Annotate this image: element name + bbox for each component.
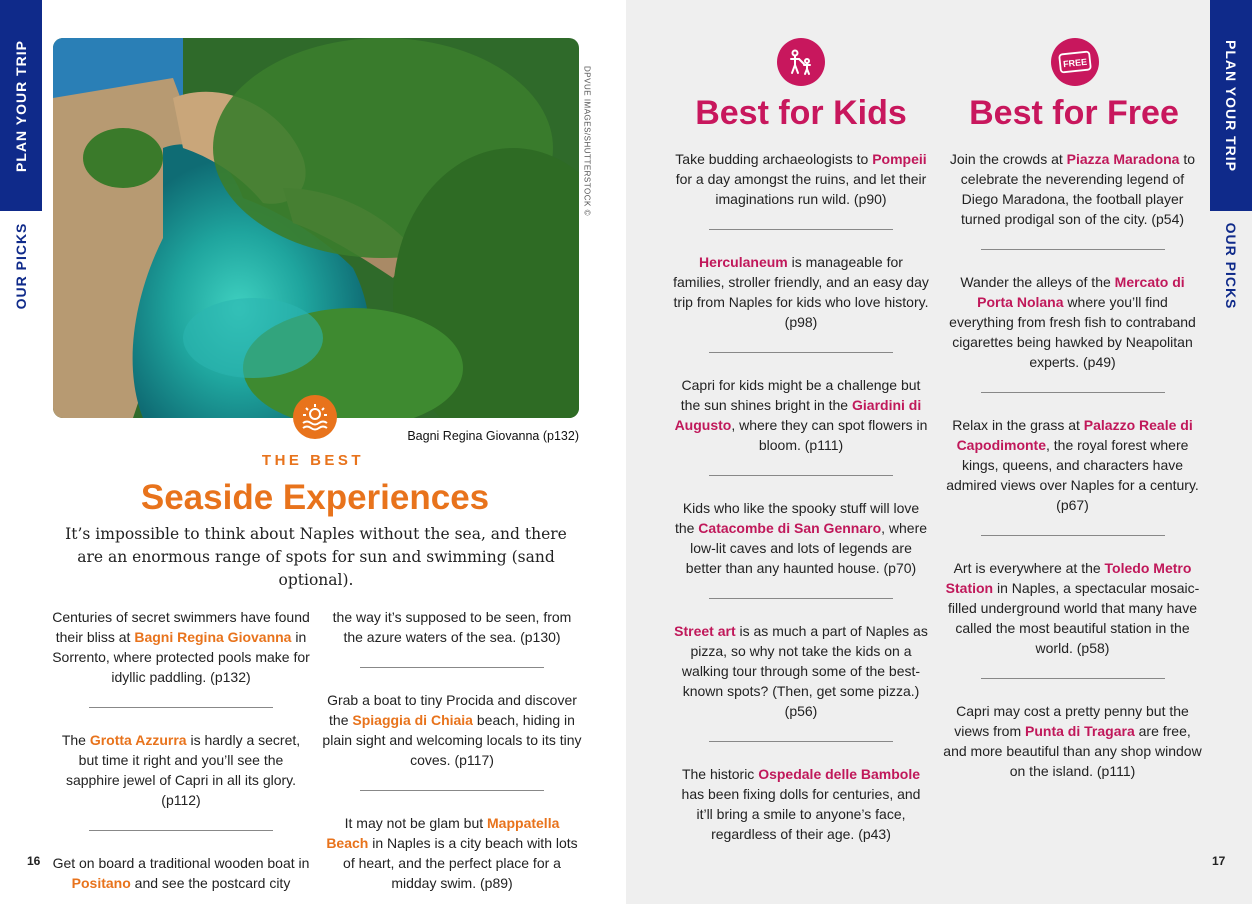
list-item — [672, 252, 930, 332]
item-text: Wander the alleys of the — [960, 274, 1115, 290]
list-item — [672, 621, 930, 721]
item-highlight: Giardini di Augusto — [674, 397, 922, 433]
item-text: is hardly a secret, but time it right and you’ll see the sapphire jewel of Capri in all its glory. (p112) — [65, 732, 301, 808]
item-text: the way it’s supposed to be seen, from the azure waters of the sea. (p130) — [332, 609, 572, 645]
item-text: for a day amongst the ruins, and let their imaginations run wild. (p90) — [675, 171, 927, 207]
list-item — [322, 607, 582, 647]
item-text: , where they can spot flowers in bloom. (p111) — [731, 417, 928, 453]
item-highlight: Mappatella Beach — [326, 815, 560, 851]
item-highlight: Mercato di Porta Nolana — [977, 274, 1185, 310]
item-text: Centuries of secret swimmers have found their bliss at — [52, 609, 310, 645]
list-item — [943, 558, 1202, 658]
free-tag-icon — [1051, 38, 1099, 86]
list-item — [322, 690, 582, 770]
list-item — [943, 415, 1202, 515]
item-text: is as much a part of Naples as pizza, so why not take the kids on a walking tour through some of the best-known spots? (Then, get some pizza.) (p56) — [681, 623, 928, 719]
item-text: in Naples is a city beach with lots of heart, and the perfect place for a midday swim. (p89) — [343, 835, 578, 891]
item-text: Art is everywhere at the — [953, 560, 1105, 576]
sun-sea-icon — [293, 395, 337, 439]
list-item — [52, 607, 310, 687]
item-text: to celebrate the neverending legend of Diego Maradona, the football player turned prodigal son of the city. (p54) — [960, 151, 1196, 227]
item-highlight: Pompeii — [872, 151, 927, 167]
item-highlight: Grotta Azzurra — [89, 732, 187, 748]
seaside-column-1 — [52, 607, 310, 893]
kids-column — [672, 149, 930, 844]
photo-credit: DPVUE IMAGES/SHUTTERSTOCK © — [582, 66, 592, 216]
item-highlight: Palazzo Reale di Capodimonte — [956, 417, 1193, 453]
kids-title: Best for Kids — [695, 94, 907, 132]
item-highlight: Toledo Metro Station — [945, 560, 1192, 596]
svg-text:FREE: FREE — [1062, 56, 1088, 70]
item-text: Capri for kids might be a challenge but the sun shines bright in the — [680, 377, 921, 413]
item-text: Take budding archaeologists to — [675, 151, 873, 167]
family-icon — [777, 38, 825, 86]
item-divider — [709, 352, 893, 353]
right-page — [626, 0, 1252, 904]
item-text: , where low-lit caves and lots of legends are better than any haunted house. (p70) — [685, 520, 928, 576]
item-text: is manageable for families, stroller friendly, and an easy day trip from Naples for kids who love history. (p98) — [673, 254, 929, 330]
item-divider — [709, 598, 893, 599]
item-text: Kids who like the spooky stuff will love the — [674, 500, 920, 536]
item-text: , the royal forest where kings, queens, and characters have admired views over Naples for a century. (p67) — [946, 437, 1199, 513]
list-item — [672, 498, 930, 578]
item-text: It may not be glam but — [344, 815, 488, 831]
section-intro: It’s impossible to think about Naples without the sea, and there are an enormous range of spots for sun and swimming (sand optional). — [65, 525, 567, 589]
item-highlight: Bagni Regina Giovanna — [134, 629, 292, 645]
plan-your-trip-tab: PLAN YOUR TRIP — [0, 0, 42, 211]
item-text: has been fixing dolls for centuries, and it’ll bring a smile to anyone’s face, regardless of their age. (p43) — [681, 786, 921, 842]
list-item — [672, 764, 930, 844]
item-text: Grab a boat to tiny Procida and discover the — [327, 692, 577, 728]
item-text: are free, and more beautiful than any shop window on the island. (p111) — [943, 723, 1202, 779]
list-item — [943, 272, 1202, 372]
item-divider — [981, 392, 1165, 393]
item-highlight: Positano — [71, 875, 131, 891]
item-highlight: Ospedale delle Bambole — [758, 766, 921, 782]
item-text: The — [61, 732, 90, 748]
item-highlight: Street art — [674, 623, 736, 639]
section-title: Seaside Experiences — [140, 478, 490, 517]
section-kicker: THE BEST — [261, 452, 365, 469]
page-number-right: 17 — [1212, 854, 1226, 868]
item-divider — [89, 830, 273, 831]
item-text: beach, hiding in plain sight and welcoming locals to its tiny coves. (p117) — [322, 712, 582, 768]
list-item — [943, 701, 1202, 781]
item-divider — [360, 790, 544, 791]
plan-your-trip-tab-right: PLAN YOUR TRIP — [1210, 0, 1252, 211]
item-text: in Sorrento, where protected pools make for idyllic paddling. (p132) — [52, 629, 310, 685]
item-divider — [709, 229, 893, 230]
item-highlight: Herculaneum — [699, 254, 788, 270]
list-item — [943, 149, 1202, 229]
item-highlight: Punta di Tragara — [1025, 723, 1135, 739]
photo-caption: Bagni Regina Giovanna (p132) — [407, 429, 579, 443]
list-item — [672, 149, 930, 209]
item-divider — [360, 667, 544, 668]
item-divider — [981, 678, 1165, 679]
item-highlight: Piazza Maradona — [1066, 151, 1180, 167]
list-item — [52, 730, 310, 810]
page-number-left: 16 — [27, 854, 41, 868]
free-column — [943, 149, 1202, 781]
item-text: and see the postcard city — [130, 875, 291, 891]
item-text: Join the crowds at — [949, 151, 1067, 167]
item-divider — [981, 249, 1165, 250]
item-text: in Naples, a spectacular mosaic-filled underground world that many have called the most beautiful station in the world. (p58) — [947, 580, 1200, 656]
item-highlight: Catacombe di San Gennaro — [698, 520, 882, 536]
list-item — [52, 853, 310, 893]
item-highlight: Spiaggia di Chiaia — [352, 712, 473, 728]
item-text: Capri may cost a pretty penny but the views from — [954, 703, 1189, 739]
item-text: where you’ll find everything from fresh fish to contraband cigarettes being hawked by Neapolitan experts. (p49) — [949, 294, 1196, 370]
our-picks-tab: OUR PICKS — [13, 222, 29, 310]
seaside-photo — [53, 38, 579, 418]
item-divider — [89, 707, 273, 708]
item-divider — [709, 741, 893, 742]
seaside-column-2 — [322, 607, 582, 893]
item-text: Relax in the grass at — [952, 417, 1084, 433]
item-divider — [709, 475, 893, 476]
list-item — [672, 375, 930, 455]
list-item — [322, 813, 582, 893]
our-picks-tab-right: OUR PICKS — [1223, 222, 1239, 310]
item-text: Get on board a traditional wooden boat in — [52, 855, 310, 871]
item-text: The historic — [681, 766, 759, 782]
free-title: Best for Free — [969, 94, 1179, 132]
item-divider — [981, 535, 1165, 536]
